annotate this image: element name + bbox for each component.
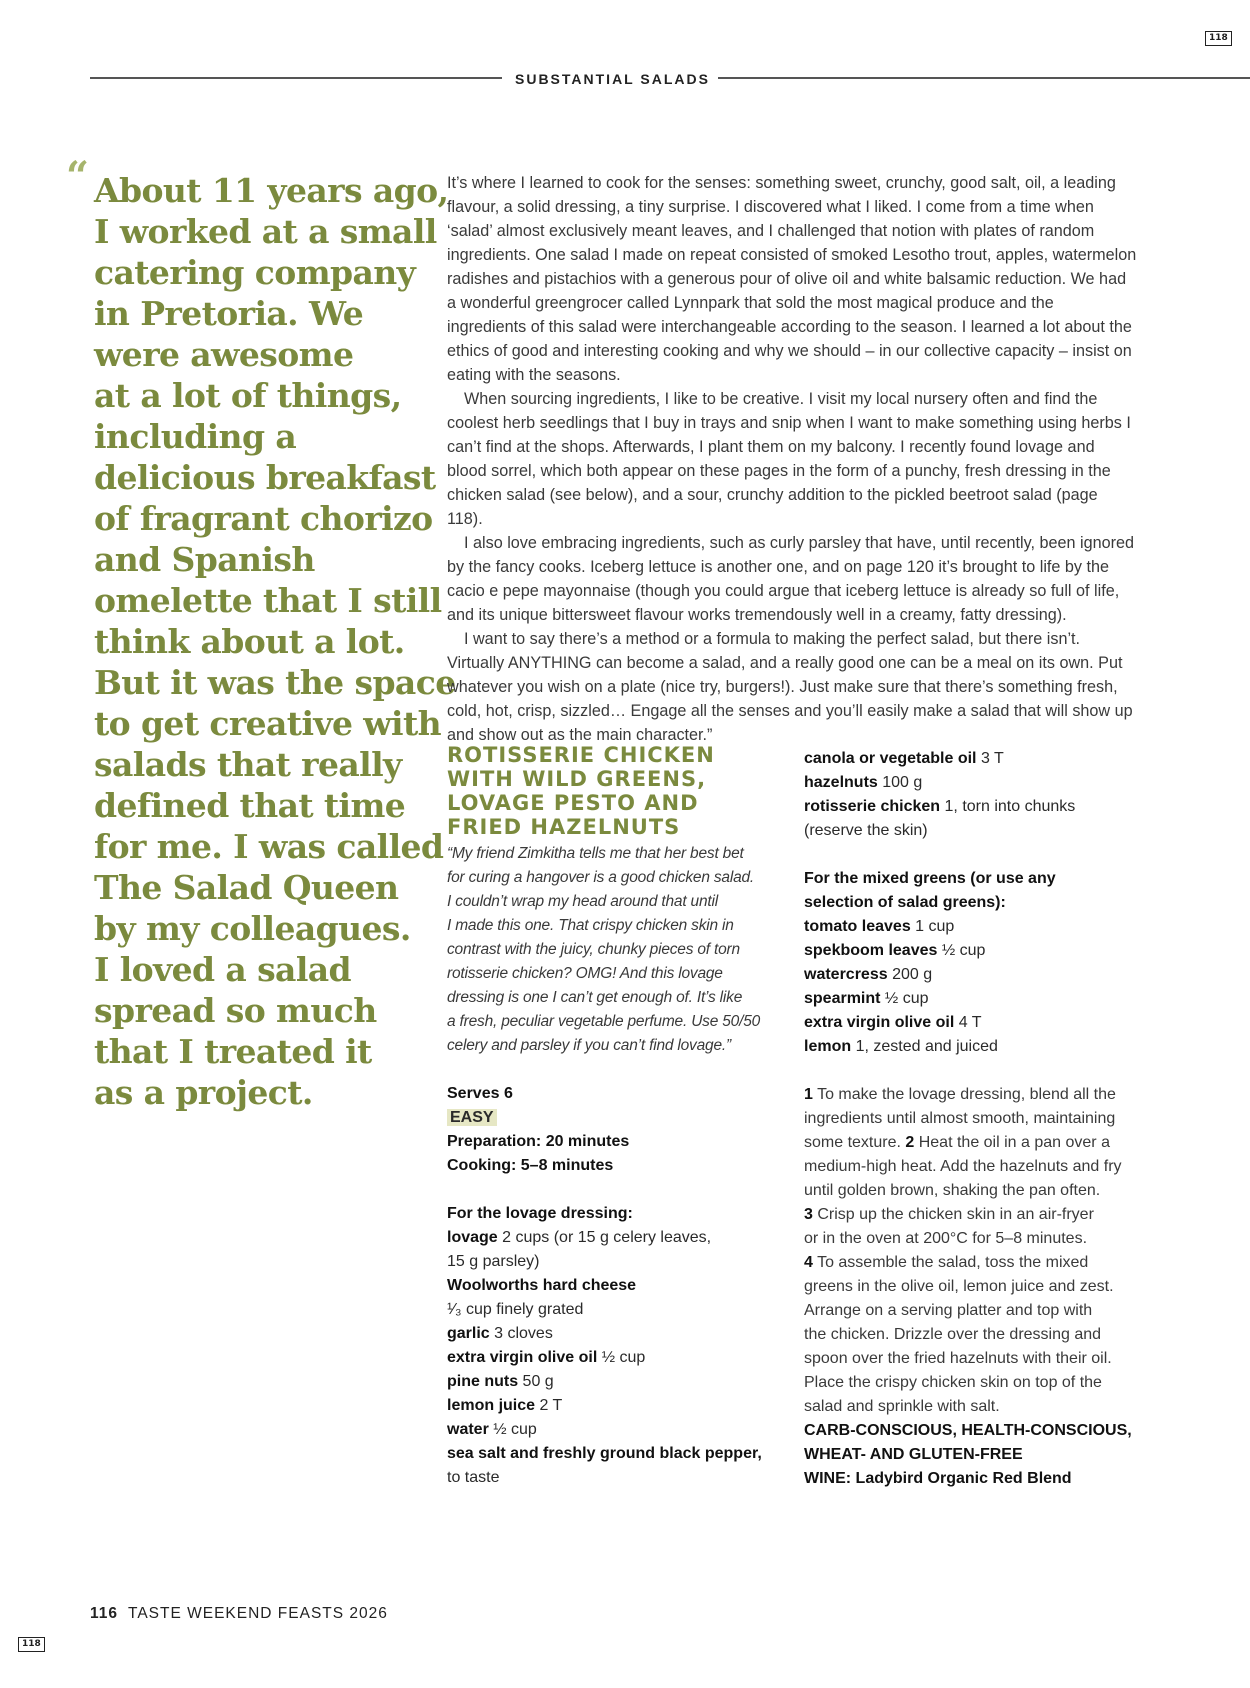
ingredient-name: pine nuts <box>447 1373 519 1390</box>
method-line: Place the crispy chicken skin on top of the <box>804 1374 1102 1391</box>
header-rule-left <box>90 77 502 79</box>
recipe-intro-line: “My friend Zimkitha tells me that her best bet <box>447 845 744 862</box>
recipe-title <box>447 743 782 839</box>
pull-quote-line: and Spanish <box>94 540 315 579</box>
ingredient-name: Woolworths hard cheese <box>447 1277 637 1294</box>
ingredient-quantity: 200 g <box>887 966 933 983</box>
greens-heading-line: selection of salad greens): <box>804 894 1006 911</box>
pull-quote-line: I loved a salad <box>94 950 352 989</box>
recipe-left-column <box>447 743 782 1490</box>
ingredient-quantity: ½ cup <box>597 1349 646 1366</box>
recipe-intro-line: a fresh, peculiar vegetable perfume. Use 50/50 <box>447 1013 761 1030</box>
ingredient-name: extra virgin olive oil <box>447 1349 598 1366</box>
serves: Serves 6 <box>447 1085 513 1102</box>
cook-time: Cooking: 5–8 minutes <box>447 1157 614 1174</box>
ingredient-quantity: (reserve the skin) <box>804 822 928 839</box>
greens-heading-line: For the mixed greens (or use any <box>804 870 1056 887</box>
pull-quote-line: that I treated it <box>94 1032 372 1071</box>
main-ingredients <box>804 747 1149 843</box>
ingredient-name: spekboom leaves <box>804 942 938 959</box>
ingredient-quantity: 50 g <box>518 1373 554 1390</box>
ingredient-name: hazelnuts <box>804 774 878 791</box>
ingredient-line <box>804 915 1149 939</box>
dressing-heading: For the lovage dressing: <box>447 1205 633 1222</box>
ingredient-line <box>804 795 1149 819</box>
ingredient-quantity: 3 T <box>976 750 1004 767</box>
pull-quote-line: omelette that I still <box>94 581 442 620</box>
pull-quote-line: defined that time <box>94 786 406 825</box>
ingredient-line <box>447 1442 782 1466</box>
method-line: some texture. 2 Heat the oil in a pan over a <box>804 1134 1110 1151</box>
recipe-title-line: LOVAGE PESTO AND <box>447 791 699 815</box>
ingredient-name: canola or vegetable oil <box>804 750 977 767</box>
ingredient-line <box>804 1035 1149 1059</box>
pull-quote-line: for me. I was called <box>94 827 444 866</box>
body-paragraph-3: I also love embracing ingredients, such as curly parsley that have, until recently, been ignored by the fancy cooks. Iceberg lettuce is another one, and on page 120 it’s brought to life by the cacio e pepe mayonnaise (though you could argue that iceberg lettuce is already so full of life, and its unique bittersweet flavour works tremendously well in a creamy, fatty dressing). <box>447 534 1135 624</box>
ingredient-name: rotisserie chicken <box>804 798 941 815</box>
pull-quote-line: by my colleagues. <box>94 909 411 948</box>
ingredient-name: water <box>447 1421 489 1438</box>
recipe-right-column <box>804 747 1149 1491</box>
ingredient-quantity: 1, torn into chunks <box>940 798 1076 815</box>
method-line: 1 To make the lovage dressing, blend all the <box>804 1086 1116 1103</box>
difficulty-badge: EASY <box>447 1106 782 1130</box>
step-number: 1 <box>804 1086 813 1103</box>
ingredient-quantity: ¹⁄₃ cup finely grated <box>447 1301 584 1318</box>
method-line: Arrange on a serving platter and top with <box>804 1302 1093 1319</box>
ingredient-line <box>447 1346 782 1370</box>
section-title: SUBSTANTIAL SALADS <box>515 71 710 87</box>
method-line: salad and sprinkle with salt. <box>804 1398 1000 1415</box>
ingredient-quantity: ½ cup <box>880 990 929 1007</box>
recipe-title-line: WITH WILD GREENS, <box>447 767 707 791</box>
page-footer <box>90 1605 388 1623</box>
ingredient-line <box>804 819 1149 843</box>
recipe-intro-line: rotisserie chicken? OMG! And this lovage <box>447 965 723 982</box>
pull-quote-line: as a project. <box>94 1073 313 1112</box>
recipe-intro-line: contrast with the juicy, chunky pieces of torn <box>447 941 740 958</box>
pull-quote-line: About 11 years ago, <box>94 171 449 210</box>
ingredient-line <box>447 1274 782 1298</box>
ingredient-line <box>447 1298 782 1322</box>
body-paragraph-1: It’s where I learned to cook for the senses: something sweet, crunchy, good salt, oil, a leading flavour, a solid dressing, a tiny surprise. I discovered what I liked. I come from a time when ‘salad’ almost exclusively meant leaves, and I challenged that notion with plates of random ingredients. One salad I made on repeat consisted of smoked Lesotho trout, apples, watermelon radishes and pistachios with a generous pour of olive oil and white balsamic reduction. We had a wonderful greengrocer called Lynnpark that sold the most magical produce and the ingredients of this salad were interchangeable according to the season. I learned a lot about the ethics of good and interesting cooking and why we should – in our collective capacity – insist on eating with the seasons. <box>447 174 1137 384</box>
wine-pairing: WINE: Ladybird Organic Red Blend <box>804 1470 1072 1487</box>
method-line: until golden brown, shaking the pan often. <box>804 1182 1101 1199</box>
ingredient-line <box>804 1011 1149 1035</box>
ingredient-quantity: 2 cups (or 15 g celery leaves, <box>497 1229 712 1246</box>
method-line: spoon over the fried hazelnuts with their oil. <box>804 1350 1112 1367</box>
method-line: or in the oven at 200°C for 5–8 minutes. <box>804 1230 1088 1247</box>
ingredient-quantity: 1, zested and juiced <box>851 1038 998 1055</box>
page-number: 116 <box>90 1605 119 1622</box>
recipe-title-line: ROTISSERIE CHICKEN <box>447 743 715 767</box>
pull-quote-line: to get creative with <box>94 704 442 743</box>
body-paragraph-2: When sourcing ingredients, I like to be creative. I visit my local nursery often and find the coolest herb seedlings that I buy in trays and snip when I want to make something using herbs I can’t find at the shops. Afterwards, I plant them on my balcony. I recently found lovage and blood sorrel, which both appear on these pages in the form of a punchy, fresh dressing in the chicken salad (see below), and a sour, crunchy addition to the pickled beetroot salad (page 118). <box>447 390 1131 528</box>
recipe-intro <box>447 842 782 1058</box>
pull-quote-line: salads that really <box>94 745 402 784</box>
recipe-title-line: FRIED HAZELNUTS <box>447 815 681 839</box>
ingredient-name: extra virgin olive oil <box>804 1014 955 1031</box>
pull-quote-line: of fragrant chorizo <box>94 499 433 538</box>
recipe-intro-line: I made this one. That crispy chicken skin in <box>447 917 734 934</box>
ingredient-quantity: 3 cloves <box>489 1325 553 1342</box>
ingredient-line <box>447 1226 782 1250</box>
method-line: 4 To assemble the salad, toss the mixed <box>804 1254 1089 1271</box>
method-line: the chicken. Drizzle over the dressing and <box>804 1326 1102 1343</box>
pull-quote-line: I worked at a small <box>94 212 437 251</box>
ingredient-name: spearmint <box>804 990 881 1007</box>
ingredient-quantity: 2 T <box>535 1397 563 1414</box>
pull-quote-line: were awesome <box>94 335 354 374</box>
ingredient-quantity: 15 g parsley) <box>447 1253 540 1270</box>
header-rule-right <box>718 77 1250 79</box>
greens-heading <box>804 867 1149 915</box>
quote-mark-icon: “ <box>66 153 89 200</box>
article-body <box>447 171 1137 747</box>
method-line: 3 Crisp up the chicken skin in an air-fryer <box>804 1206 1094 1223</box>
method-line: greens in the olive oil, lemon juice and zest. <box>804 1278 1114 1295</box>
ingredient-quantity: 100 g <box>877 774 923 791</box>
pull-quote-line: spread so much <box>94 991 377 1030</box>
recipe-intro-line: I couldn’t wrap my head around that until <box>447 893 718 910</box>
method-line: medium-high heat. Add the hazelnuts and fry <box>804 1158 1122 1175</box>
ingredient-quantity: to taste <box>447 1469 500 1486</box>
ingredient-line <box>447 1466 782 1490</box>
ingredient-quantity: ½ cup <box>937 942 986 959</box>
diet-tag-line: WHEAT- AND GLUTEN-FREE <box>804 1446 1023 1463</box>
ingredient-name: garlic <box>447 1325 490 1342</box>
pull-quote-line: including a <box>94 417 297 456</box>
ingredient-name: tomato leaves <box>804 918 911 935</box>
ingredient-line <box>447 1370 782 1394</box>
greens-ingredients <box>804 915 1149 1059</box>
pull-quote-line: at a lot of things, <box>94 376 402 415</box>
pull-quote-lines <box>94 170 456 1113</box>
diet-tag-line: CARB-CONSCIOUS, HEALTH-CONSCIOUS, <box>804 1422 1132 1439</box>
ingredient-name: lemon <box>804 1038 852 1055</box>
page-marker-bottom: 118 <box>18 1637 45 1652</box>
step-number: 4 <box>804 1254 813 1271</box>
ingredient-name: lemon juice <box>447 1397 536 1414</box>
page-marker-top: 118 <box>1205 31 1232 46</box>
ingredient-quantity: 4 T <box>954 1014 982 1031</box>
recipe-intro-line: celery and parsley if you can’t find lovage.” <box>447 1037 731 1054</box>
ingredient-name: sea salt and freshly ground black pepper, <box>447 1445 762 1462</box>
dressing-ingredients <box>447 1226 782 1490</box>
step-number: 3 <box>804 1206 813 1223</box>
pull-quote-line: But it was the space <box>94 663 456 702</box>
ingredient-quantity: ½ cup <box>488 1421 537 1438</box>
step-number: 2 <box>905 1134 915 1151</box>
body-paragraph-4: I want to say there’s a method or a formula to making the perfect salad, but there isn’t. Virtually ANYTHING can become a salad, and a really good one can be a meal on its own. Put whatever you wish on a plate (nice try, burgers!). Just make sure that there’s something fresh, cold, hot, crisp, sizzled… Engage all the senses and you’ll easily make a salad that will show up and show out as the main character.” <box>447 630 1133 744</box>
ingredient-line <box>447 1250 782 1274</box>
pull-quote-line: delicious breakfast <box>94 458 436 497</box>
pull-quote-line: think about a lot. <box>94 622 405 661</box>
ingredient-line <box>804 747 1149 771</box>
ingredient-quantity: 1 cup <box>910 918 955 935</box>
recipe-intro-line: dressing is one I can’t get enough of. It’s like <box>447 989 743 1006</box>
pull-quote <box>66 153 456 1113</box>
ingredient-line <box>804 987 1149 1011</box>
ingredient-line <box>804 939 1149 963</box>
ingredient-line <box>447 1394 782 1418</box>
pull-quote-line: catering company <box>94 253 416 292</box>
method <box>804 1083 1149 1419</box>
pull-quote-line: in Pretoria. We <box>94 294 364 333</box>
ingredient-line <box>447 1322 782 1346</box>
ingredient-name: lovage <box>447 1229 498 1246</box>
publication-name: TASTE WEEKEND FEASTS 2026 <box>128 1605 388 1622</box>
diet-tags <box>804 1419 1149 1467</box>
ingredient-name: watercress <box>804 966 888 983</box>
ingredient-line <box>447 1418 782 1442</box>
prep-time: Preparation: 20 minutes <box>447 1133 630 1150</box>
ingredient-line <box>804 771 1149 795</box>
method-line: ingredients until almost smooth, maintaining <box>804 1110 1116 1127</box>
ingredient-line <box>804 963 1149 987</box>
pull-quote-line: The Salad Queen <box>94 868 399 907</box>
recipe-intro-line: for curing a hangover is a good chicken salad. <box>447 869 755 886</box>
